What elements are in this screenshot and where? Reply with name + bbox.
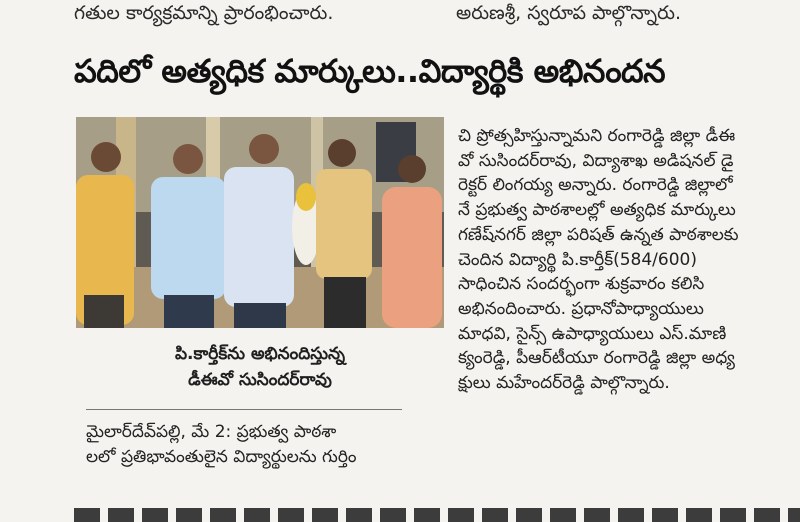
photo-caption-line-2: డీఈవో సుసిందర్‌రావు bbox=[188, 370, 332, 390]
article-photo bbox=[76, 117, 444, 328]
article-lead-line: లలో ప్రతిభావంతులైన విద్యార్థులను గుర్తిం bbox=[86, 446, 357, 467]
article-body-line: చెందిన విద్యార్థి పి.కార్తీక్(584/600) bbox=[458, 249, 697, 270]
article-body-line: సాధించిన సందర్భంగా శుక్రవారం కలిసి bbox=[458, 274, 705, 295]
next-headline-cutoff bbox=[74, 506, 800, 522]
article-lead-column bbox=[86, 420, 446, 469]
article-body-column bbox=[458, 124, 800, 396]
article-lead-line: మైలార్‌దేవ్‌పల్లి, మే 2: ప్రభుత్వ పాఠశా bbox=[86, 422, 337, 442]
article-body-line: నే ప్రభుత్వ పాఠశాలల్లో అత్యధిక మార్కులు bbox=[458, 200, 736, 221]
article-body-line: మాధవి, సైన్స్ ఉపాధ్యాయులు ఎస్.మాణి bbox=[458, 323, 727, 344]
article-headline: పదిలో అత్యధిక మార్కులు..విద్యార్థికి అభినందన bbox=[74, 52, 666, 90]
article-body-line: గణేష్‌నగర్ జిల్లా పరిషత్ ఉన్నత పాఠశాలకు bbox=[458, 224, 739, 245]
article-body-line: వో సుసిందర్‌రావు, విద్యాశాఖ అడిషనల్ డై bbox=[458, 150, 734, 171]
previous-article-right-tail: అరుణశ్రీ, స్వరూప పాల్గొన్నారు. bbox=[456, 2, 681, 24]
article-body-line: క్యంరెడ్డి, పీఆర్‌టీయూ రంగారెడ్డి జిల్లా అధ్య bbox=[458, 348, 735, 369]
article-body-line: రెక్టర్ లింగయ్య అన్నారు. రంగారెడ్డి జిల్లాలో bbox=[458, 175, 733, 196]
previous-article-left-tail: గతుల కార్యక్రమాన్ని ప్రారంభించారు. bbox=[74, 2, 334, 24]
photo-illustration bbox=[76, 117, 444, 328]
article-body-line: క్షులు మహేందర్‌రెడ్డి పాల్గొన్నారు. bbox=[458, 373, 670, 394]
photo-caption-line-1: పి.కార్తీక్‌ను అభినందిస్తున్న bbox=[174, 344, 346, 364]
caption-divider bbox=[86, 409, 402, 410]
article-body-line: అభినందించారు. ప్రధానోపాధ్యాయులు bbox=[458, 298, 704, 319]
article-body-line: చి ప్రోత్సహిస్తున్నామని రంగారెడ్డి జిల్లా డీఈ bbox=[458, 126, 736, 146]
